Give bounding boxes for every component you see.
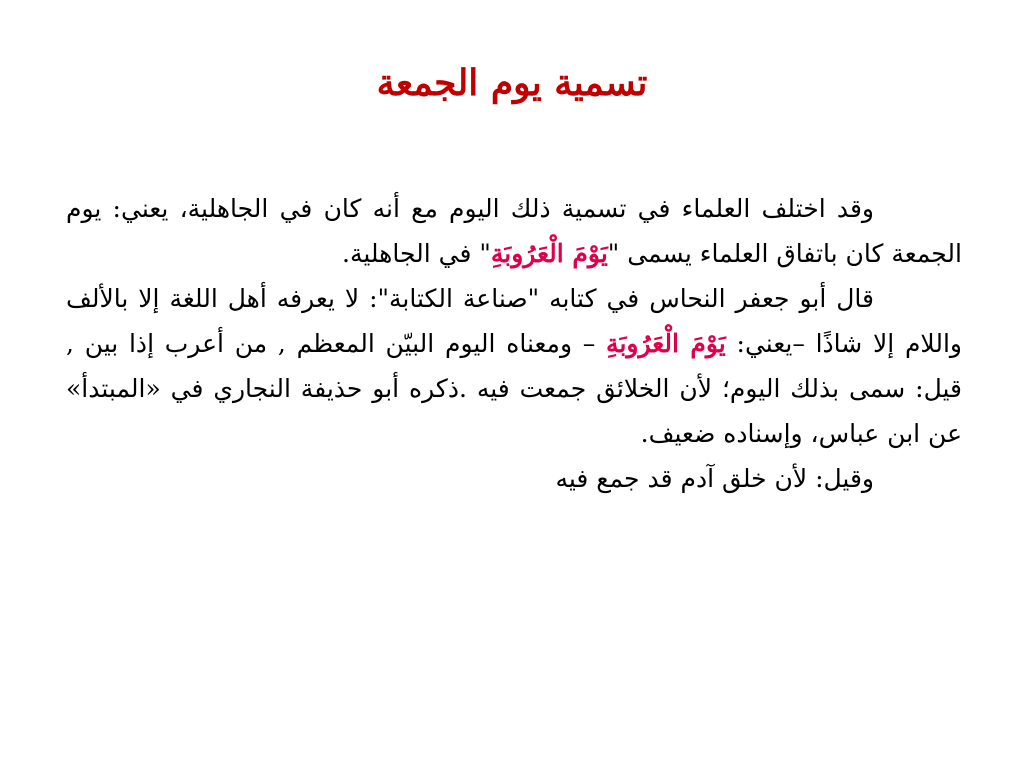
paragraph-3-text: وقيل: لأن خلق آدم قد جمع فيه [555,464,874,493]
slide-body [66,186,962,501]
paragraph-1-highlight: يَوْمَ الْعَرُوبَةِ [490,239,608,268]
slide-title: تسمية يوم الجمعة [376,62,648,104]
paragraph-2-highlight: يَوْمَ الْعَرُوبَةِ [606,329,726,358]
paragraph-2-text-end: – ومعناه اليوم البيّن المعظم , من أعرب إذا بين , قيل: سمى بذلك اليوم؛ لأن الخلائق جمعت فيه .ذكره أبو حذيفة النجاري في «المبتدأ» عن ابن عباس، وإسناده ضعيف. [66,329,962,448]
paragraph-1-text-start: وقد اختلف العلماء في تسمية ذلك اليوم مع أنه كان في الجاهلية، يعني: يوم الجمعة كان باتفاق العلماء يسمى " [66,194,962,268]
paragraph-2-text-start: قال أبو جعفر النحاس في كتابه "صناعة الكتابة": لا يعرفه أهل اللغة إلا بالألف واللام إلا شاذًا –يعني: [66,284,962,358]
paragraph-1 [66,186,962,276]
paragraph-2 [66,276,962,456]
paragraph-1-text-end: " في الجاهلية. [342,239,491,268]
paragraph-3 [66,456,962,501]
